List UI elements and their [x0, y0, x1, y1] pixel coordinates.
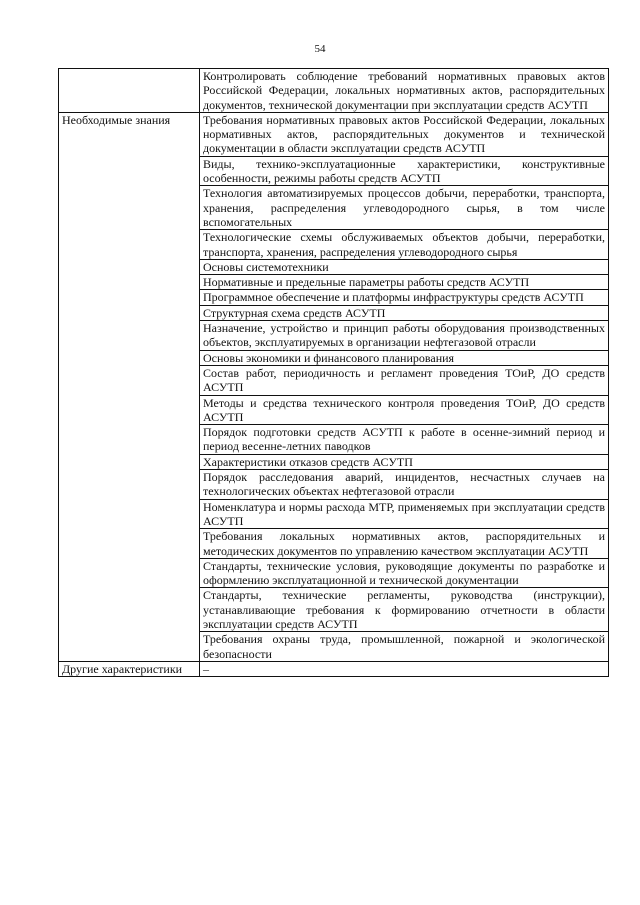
- row-item: Стандарты, технические регламенты, руководства (инструкции), устанавливающие требования к формированию отчетности в области эксплуатации средств АСУТП: [200, 588, 609, 632]
- competency-table: [58, 68, 609, 677]
- row-label: [59, 69, 200, 113]
- row-item: Контролировать соблюдение требований нормативных правовых актов Российской Федерации, локальных нормативных актов, распорядительных документов, технической документации при эксплуатации средств АСУТП: [200, 69, 609, 113]
- row-item: Требования локальных нормативных актов, распорядительных и методических документов по управлению качеством эксплуатации АСУТП: [200, 529, 609, 559]
- row-item: Порядок подготовки средств АСУТП к работе в осенне-зимний период и период весенне-летних паводков: [200, 425, 609, 455]
- row-item: Требования нормативных правовых актов Российской Федерации, локальных нормативных актов, распорядительных документов и технической документации в области эксплуатации средств АСУТП: [200, 112, 609, 156]
- table-row: [59, 112, 609, 156]
- row-label: Другие характеристики: [59, 661, 200, 676]
- table-row: [59, 69, 609, 113]
- row-item: Технология автоматизируемых процессов добычи, переработки, транспорта, хранения, распределения углеводородного сырья, в том числе вспомогательных: [200, 186, 609, 230]
- row-label: Необходимые знания: [59, 112, 200, 661]
- row-item: Номенклатура и нормы расхода МТР, применяемых при эксплуатации средств АСУТП: [200, 499, 609, 529]
- row-item: Основы экономики и финансового планирования: [200, 350, 609, 365]
- row-item: Состав работ, периодичность и регламент проведения ТОиР, ДО средств АСУТП: [200, 365, 609, 395]
- row-item: Нормативные и предельные параметры работы средств АСУТП: [200, 275, 609, 290]
- row-item: Основы системотехники: [200, 259, 609, 274]
- row-item: Характеристики отказов средств АСУТП: [200, 454, 609, 469]
- row-item: Стандарты, технические условия, руководящие документы по разработке и оформлению эксплуатационной и технической документации: [200, 558, 609, 588]
- row-item: Программное обеспечение и платформы инфраструктуры средств АСУТП: [200, 290, 609, 305]
- row-item: Методы и средства технического контроля проведения ТОиР, ДО средств АСУТП: [200, 395, 609, 425]
- row-item: Виды, технико-эксплуатационные характеристики, конструктивные особенности, режимы работы средств АСУТП: [200, 156, 609, 186]
- page-number: 54: [314, 43, 326, 55]
- row-item: Структурная схема средств АСУТП: [200, 305, 609, 320]
- row-item: Требования охраны труда, промышленной, пожарной и экологической безопасности: [200, 632, 609, 662]
- row-item: –: [200, 661, 609, 676]
- row-item: Технологические схемы обслуживаемых объектов добычи, переработки, транспорта, хранения, распределения углеводородного сырья: [200, 230, 609, 260]
- table-row: [59, 661, 609, 676]
- row-item: Порядок расследования аварий, инцидентов, несчастных случаев на технологических объектах нефтегазовой отрасли: [200, 470, 609, 500]
- row-item: Назначение, устройство и принцип работы оборудования производственных объектов, эксплуатируемых в организации нефтегазовой отрасли: [200, 321, 609, 351]
